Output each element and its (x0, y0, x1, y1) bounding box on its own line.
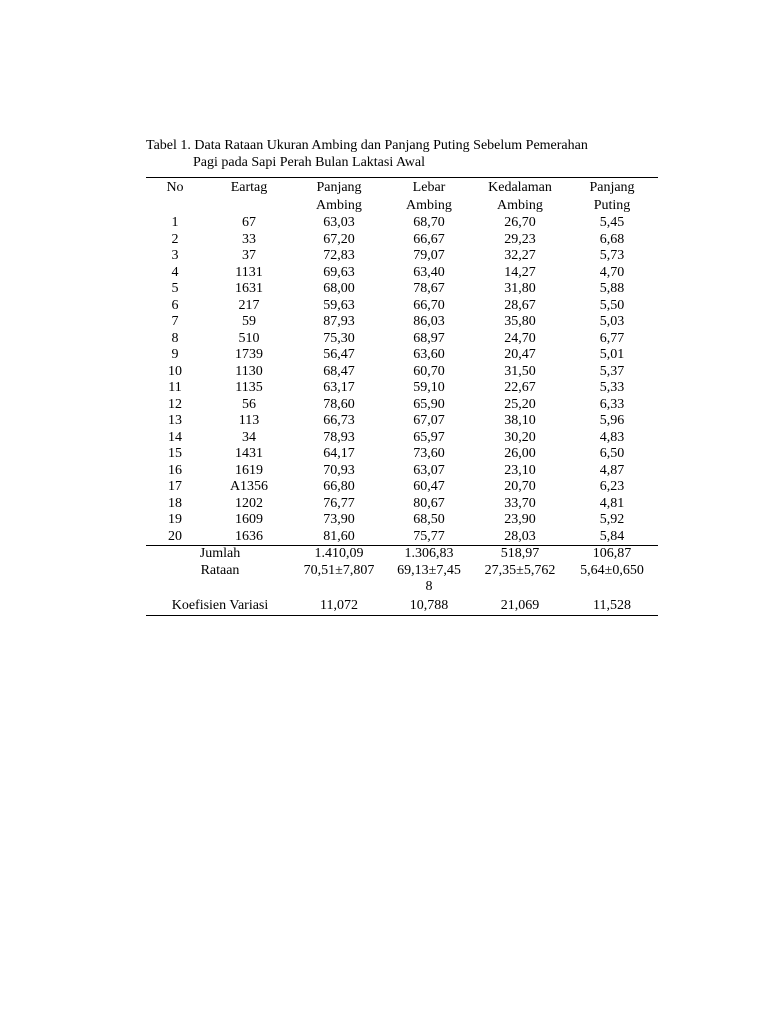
column-header: No (166, 180, 184, 195)
table-cell: 70,93 (323, 462, 355, 478)
table-cell: 1431 (235, 446, 263, 461)
table-cell: 9 (171, 347, 179, 362)
column-header: Panjang (316, 180, 362, 195)
table-cell: 5,03 (599, 314, 625, 329)
table-cell: 14,27 (504, 264, 536, 280)
column-header-line-2: Ambing (316, 197, 362, 213)
document-page (146, 137, 658, 616)
table-row (146, 496, 658, 513)
summary-label: Jumlah (146, 546, 294, 563)
table-row (146, 430, 658, 447)
summary-cell: 27,35±5,762 (484, 562, 556, 578)
table-cell: 56 (242, 396, 256, 412)
summary-cell: 1.306,83 (384, 546, 474, 563)
table-cell: 5 (171, 281, 179, 296)
table-cell: 66,67 (413, 231, 445, 247)
table-cell: 63,40 (413, 264, 445, 280)
table-row (146, 380, 658, 397)
table-cell: 65,97 (413, 429, 445, 445)
table-cell: 16 (168, 462, 182, 478)
table-cell: 64,17 (323, 446, 355, 461)
table-cell: 1636 (235, 528, 263, 544)
column-header-line-2: Puting (593, 197, 631, 213)
table-cell: 12 (168, 396, 182, 412)
header-row-1 (146, 178, 658, 198)
table-cell: 59 (242, 314, 256, 329)
summary-cell: 10,788 (409, 597, 449, 613)
header-row-2 (146, 198, 658, 216)
table-cell: 72,83 (323, 248, 355, 263)
table-cell: 63,60 (413, 347, 445, 362)
table-cell: 56,47 (323, 347, 355, 362)
table-cell: 66,70 (413, 297, 445, 313)
table-cell: 2 (171, 231, 179, 247)
table-cell: 8 (171, 330, 179, 346)
table-cell: 35,80 (504, 314, 536, 329)
table-cell: 6,77 (599, 330, 625, 346)
table-cell: 4 (171, 264, 179, 280)
table-cell: 26,70 (504, 215, 536, 230)
table-cell: 78,60 (323, 396, 355, 412)
summary-row-rataan (146, 563, 658, 596)
table-cell: 68,47 (323, 363, 355, 379)
table-row (146, 463, 658, 480)
table-cell: 1135 (235, 380, 263, 395)
table-cell: 23,90 (504, 512, 536, 527)
table-row (146, 347, 658, 364)
table-cell: 73,90 (323, 512, 355, 527)
table-cell: 75,77 (413, 528, 445, 544)
table-cell: 17 (168, 479, 182, 494)
table-cell: 20 (168, 528, 182, 544)
summary-cell: 518,97 (474, 546, 566, 563)
table-cell: 63,03 (323, 215, 355, 230)
table-row (146, 446, 658, 463)
table-cell: 86,03 (413, 314, 445, 329)
table-cell: 78,93 (323, 429, 355, 445)
column-header-line-2 (204, 198, 294, 216)
table-cell: 19 (168, 512, 182, 527)
table-cell: 5,50 (599, 297, 625, 313)
summary-cell: 106,87 (566, 546, 658, 563)
summary-cell: 11,528 (593, 597, 631, 613)
table-cell: 76,77 (323, 495, 355, 511)
table-cell: 63,07 (413, 462, 445, 478)
table-row (146, 331, 658, 348)
table-cell: 66,80 (323, 479, 355, 494)
table-row (146, 479, 658, 496)
table-cell: 4,81 (599, 495, 625, 511)
table-cell: 63,17 (323, 380, 355, 395)
table-cell: 14 (168, 429, 182, 445)
table-cell: 6,50 (599, 446, 625, 461)
table-cell: 23,10 (504, 462, 536, 478)
table-cell: 68,50 (413, 512, 445, 527)
table-cell: 32,27 (504, 248, 536, 263)
table-cell: 510 (238, 330, 260, 346)
table-cell: 81,60 (323, 528, 355, 544)
table-cell: 4,87 (599, 462, 625, 478)
table-cell: 30,20 (504, 429, 536, 445)
table-cell: 69,63 (323, 264, 355, 280)
table-row (146, 232, 658, 249)
data-table (146, 177, 658, 616)
column-header-line-2 (146, 198, 204, 216)
table-cell: 26,00 (504, 446, 536, 461)
table-cell: 5,37 (599, 363, 625, 379)
table-cell: 1131 (235, 264, 263, 280)
table-cell: 6,33 (599, 396, 625, 412)
table-cell: 1619 (235, 462, 263, 478)
table-row (146, 215, 658, 232)
table-cell: 25,20 (504, 396, 536, 412)
table-cell: 5,96 (599, 413, 625, 428)
table-row (146, 413, 658, 430)
table-row (146, 512, 658, 529)
table-cell: 75,30 (323, 330, 355, 346)
table-cell: 6 (171, 297, 179, 313)
table-cell: 37 (242, 248, 256, 263)
table-cell: 67,20 (323, 231, 355, 247)
table-cell: 33 (242, 231, 256, 247)
table-cell: 7 (171, 314, 179, 329)
column-header: Kedalaman (488, 180, 552, 195)
table-cell: 10 (168, 363, 182, 379)
table-cell: 66,73 (323, 413, 355, 428)
table-cell: 4,83 (599, 429, 625, 445)
table-cell: 1130 (235, 363, 263, 379)
table-cell: 24,70 (504, 330, 536, 346)
table-row (146, 298, 658, 315)
table-cell: A1356 (229, 479, 269, 494)
table-cell: 59,63 (323, 297, 355, 313)
table-row (146, 397, 658, 414)
table-cell: 11 (168, 380, 182, 395)
table-cell: 13 (168, 413, 182, 428)
table-cell: 5,84 (599, 528, 625, 544)
table-cell: 80,67 (413, 495, 445, 511)
table-cell: 1609 (235, 512, 263, 527)
table-row (146, 265, 658, 282)
column-header-line-2: Ambing (497, 197, 543, 213)
table-cell: 15 (168, 446, 182, 461)
table-cell: 28,67 (504, 297, 536, 313)
summary-cell: 21,069 (500, 597, 540, 613)
column-header-line-2: Ambing (406, 197, 452, 213)
summary-cell: 5,64±0,650 (580, 562, 644, 578)
table-cell: 5,88 (599, 281, 625, 296)
table-row (146, 248, 658, 265)
column-header: Lebar (412, 180, 446, 195)
table-cell: 6,68 (599, 231, 625, 247)
summary-cell: 11,072 (320, 597, 358, 613)
table-cell: 5,45 (599, 215, 625, 230)
table-cell: 78,67 (413, 281, 445, 296)
summary-cell: 69,13±7,45 8 (397, 562, 461, 594)
table-cell: 68,97 (413, 330, 445, 346)
table-cell: 68,00 (323, 281, 355, 296)
summary-cell: 70,51±7,807 (303, 562, 375, 578)
table-cell: 79,07 (413, 248, 445, 263)
table-row (146, 529, 658, 546)
table-cell: 31,50 (504, 363, 536, 379)
table-row (146, 364, 658, 381)
table-row (146, 281, 658, 298)
table-cell: 1202 (235, 495, 263, 511)
table-cell: 31,80 (504, 281, 536, 296)
table-cell: 38,10 (504, 413, 536, 428)
table-cell: 1631 (235, 281, 263, 296)
table-cell: 1739 (235, 347, 263, 362)
table-cell: 28,03 (504, 528, 536, 544)
table-cell: 73,60 (413, 446, 445, 461)
table-cell: 5,33 (599, 380, 625, 395)
summary-row-jumlah (146, 546, 658, 563)
table-caption (146, 137, 658, 171)
summary-label: Koefisien Variasi (171, 597, 269, 613)
table-cell: 1 (171, 215, 179, 230)
caption-line-2: Pagi pada Sapi Perah Bulan Laktasi Awal (193, 155, 425, 170)
column-header: Panjang (589, 180, 635, 195)
table-cell: 3 (171, 248, 179, 263)
table-header (146, 178, 658, 216)
table-body (146, 215, 658, 546)
table-row (146, 314, 658, 331)
table-summary (146, 546, 658, 616)
table-cell: 20,47 (504, 347, 536, 362)
table-cell: 33,70 (504, 495, 536, 511)
table-cell: 5,01 (599, 347, 625, 362)
table-cell: 5,73 (599, 248, 625, 263)
table-cell: 34 (242, 429, 256, 445)
table-cell: 4,70 (599, 264, 625, 280)
table-cell: 217 (238, 297, 260, 313)
summary-cell: 1.410,09 (294, 546, 384, 563)
table-cell: 18 (168, 495, 182, 511)
table-cell: 68,70 (413, 215, 445, 230)
table-cell: 60,70 (413, 363, 445, 379)
table-cell: 20,70 (504, 479, 536, 494)
table-cell: 87,93 (323, 314, 355, 329)
table-cell: 59,10 (413, 380, 445, 395)
caption-line-1: Tabel 1. Data Rataan Ukuran Ambing dan Panjang Puting Sebelum Pemerahan (146, 138, 588, 153)
table-cell: 6,23 (599, 479, 625, 494)
table-cell: 67 (242, 215, 256, 230)
table-cell: 113 (238, 413, 260, 428)
table-cell: 5,92 (599, 512, 625, 527)
table-cell: 22,67 (504, 380, 536, 395)
summary-row-koefisien-variasi (146, 596, 658, 616)
table-cell: 67,07 (413, 413, 445, 428)
table-cell: 65,90 (413, 396, 445, 412)
column-header: Eartag (230, 180, 268, 195)
table-cell: 29,23 (504, 231, 536, 247)
table-cell: 60,47 (413, 479, 445, 494)
summary-label: Rataan (200, 562, 240, 578)
